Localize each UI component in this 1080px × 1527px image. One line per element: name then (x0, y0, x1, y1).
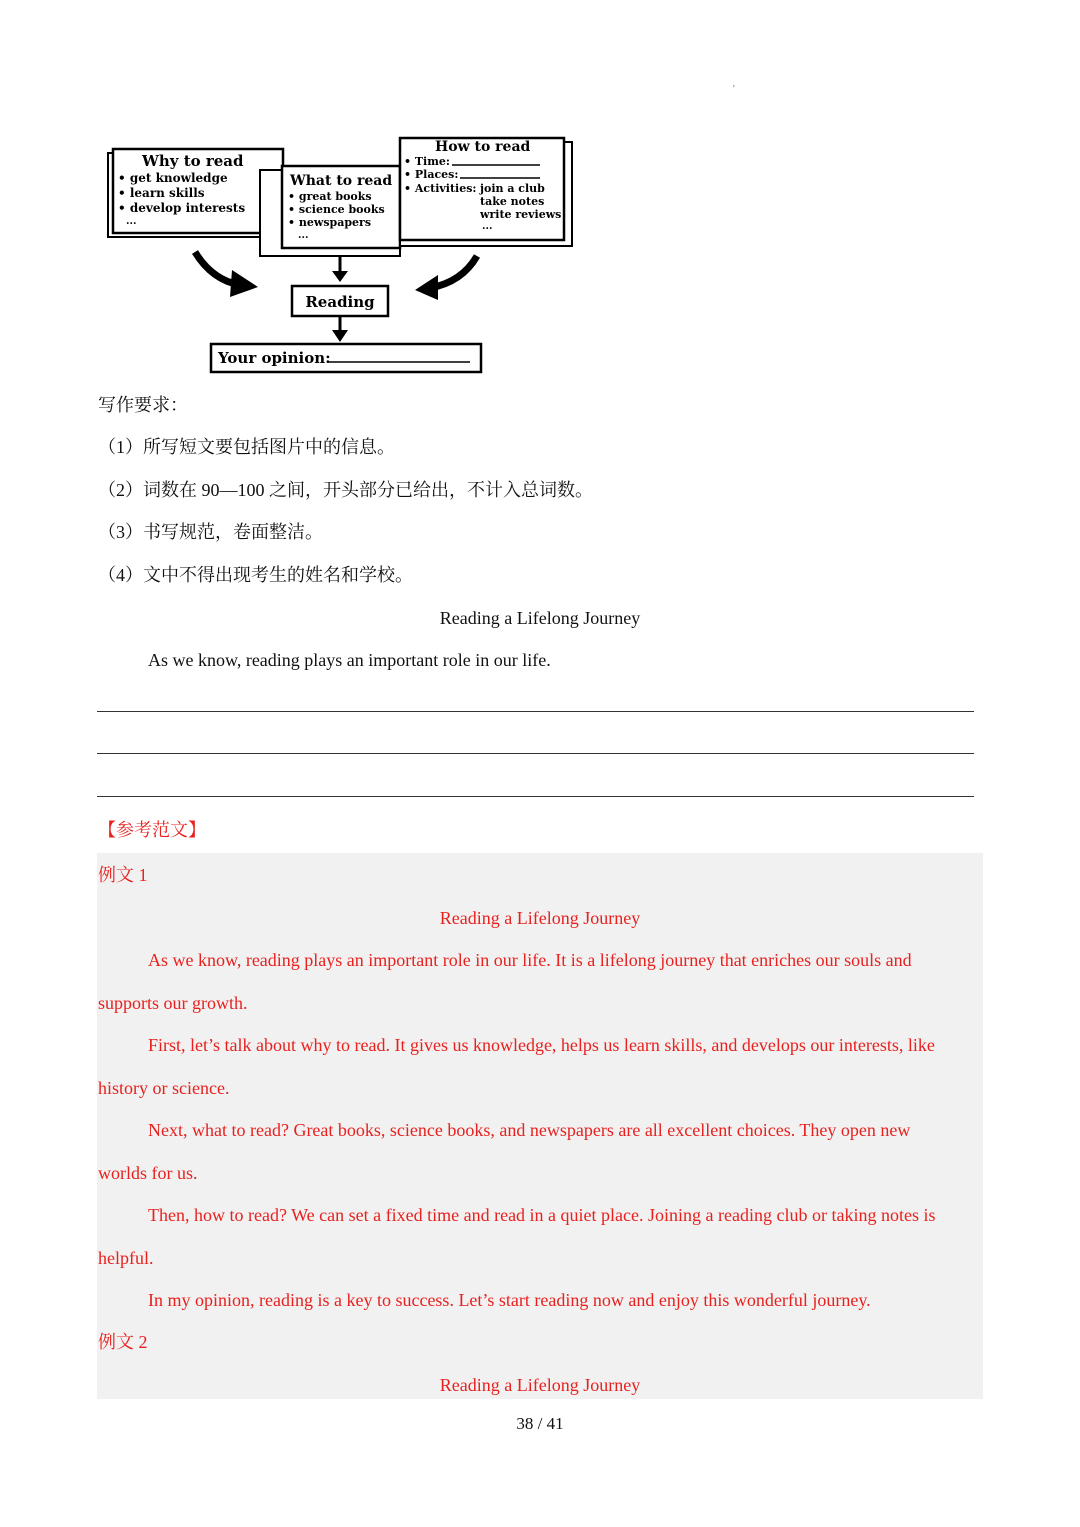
essay-line: First, let’s talk about why to read. It gives us knowledge, helps us learn skills, and develops our interests, like (148, 1035, 935, 1055)
why-item: • get knowledge (118, 171, 228, 185)
essay-line: helpful. (98, 1248, 154, 1268)
what-to-read-box (260, 166, 400, 256)
reading-label: Reading (305, 293, 375, 311)
opinion-label: Your opinion: (218, 349, 331, 367)
essay-opening: As we know, reading plays an important role in our life. (148, 650, 551, 670)
what-to-read-title: What to read (290, 173, 393, 189)
activity-item: write reviews (480, 208, 562, 221)
essay-line: supports our growth. (98, 993, 248, 1013)
what-item: • science books (288, 203, 385, 216)
reading-mind-map (100, 130, 580, 380)
what-item: • newspapers (288, 216, 372, 229)
requirement-item: （2）词数在 90—100 之间，开头部分已给出，不计入总词数。 (98, 480, 593, 500)
writing-line (97, 711, 974, 712)
example2-title: Reading a Lifelong Journey (439, 1375, 641, 1395)
why-item: • learn skills (118, 186, 205, 200)
how-to-read-box (400, 138, 572, 246)
essay-line: Then, how to read? We can set a fixed time and read in a quiet place. Joining a reading club or taking notes is (148, 1205, 936, 1225)
example2-label: 例文 2 (98, 1332, 148, 1352)
corner-mark: ' (733, 84, 735, 95)
what-item: • great books (288, 190, 372, 203)
page-number: 38 / 41 (516, 1414, 564, 1433)
example1-label: 例文 1 (98, 865, 148, 885)
requirements-heading: 写作要求： (98, 395, 188, 415)
essay-line: worlds for us. (98, 1163, 198, 1183)
why-item-more: ... (126, 216, 137, 227)
how-places-label: • Places: (404, 168, 459, 181)
how-time-label: • Time: (404, 155, 450, 168)
essay-line: As we know, reading plays an important role in our life. It is a lifelong journey that enriches our souls and (148, 950, 912, 970)
writing-line (97, 753, 974, 754)
writing-line (97, 796, 974, 797)
what-item-more: ... (298, 230, 309, 241)
why-to-read-title: Why to read (142, 152, 244, 170)
essay-title: Reading a Lifelong Journey (439, 608, 641, 628)
activity-item: join a club (480, 182, 545, 195)
how-to-read-title: How to read (435, 139, 531, 155)
requirement-item: （1）所写短文要包括图片中的信息。 (98, 437, 395, 457)
why-item: • develop interests (118, 201, 246, 215)
activity-item: take notes (480, 195, 545, 208)
example1-title: Reading a Lifelong Journey (439, 908, 641, 928)
essay-line: In my opinion, reading is a key to success. Let’s start reading now and enjoy this wonderful journey. (148, 1290, 871, 1310)
requirement-item: （3）书写规范，卷面整洁。 (98, 522, 323, 542)
reference-heading: 【参考范文】 (98, 820, 206, 840)
how-activities-label: • Activities: (404, 182, 477, 195)
activity-item-more: ... (482, 221, 493, 232)
essay-line: Next, what to read? Great books, science books, and newspapers are all excellent choices. They open new (148, 1120, 911, 1140)
essay-line: history or science. (98, 1078, 230, 1098)
requirement-item: （4）文中不得出现考生的姓名和学校。 (98, 565, 413, 585)
why-to-read-box (108, 149, 283, 237)
